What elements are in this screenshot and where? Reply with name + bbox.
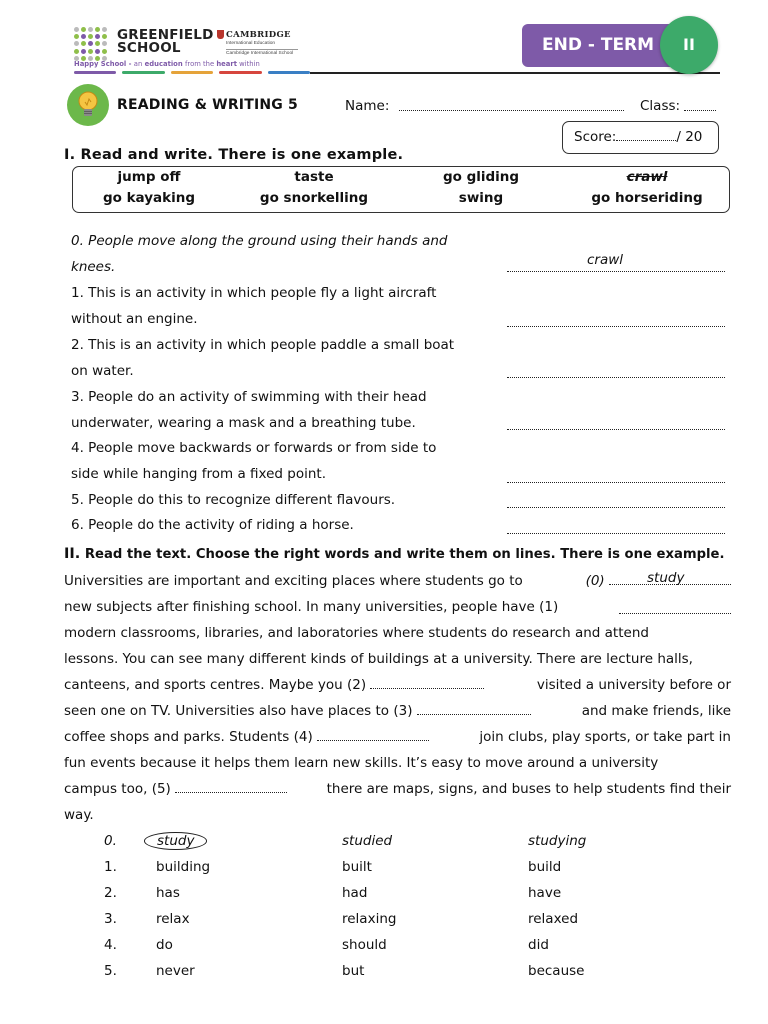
word-bank-item: go horseriding [591, 190, 703, 206]
gap-4[interactable] [317, 728, 429, 741]
cambridge-title: CAMBRIDGE [226, 30, 291, 40]
cambridge-sub1: International Education [226, 41, 276, 46]
paragraph-line [64, 750, 731, 776]
tagline-d: from the [185, 60, 217, 68]
paragraph-segment [64, 724, 429, 750]
word-bank-item: go kayaking [102, 190, 196, 206]
option-a[interactable]: has [156, 885, 180, 901]
paragraph-segment [586, 568, 731, 594]
cambridge-sub2: Cambridge International School [226, 49, 298, 57]
example-answer: crawl [587, 252, 624, 268]
question-4 [71, 435, 501, 487]
paragraph-line [64, 620, 731, 646]
question-line: 5. People do this to recognize different flavours. [71, 492, 396, 508]
word-bank-item-example: crawl [626, 169, 668, 185]
answer-line-2[interactable] [507, 364, 725, 378]
score-box [562, 121, 719, 154]
question-line: 2. This is an activity in which people paddle a small boat [71, 337, 455, 353]
option-c: studying [528, 833, 587, 849]
paragraph-text: modern classrooms, libraries, and laboratories where students do research and attend [64, 625, 649, 641]
school-name-line2: SCHOOL [117, 40, 181, 56]
paragraph-text: lessons. You can see many different kinds of buildings at a university. There are lecture halls, [64, 651, 693, 667]
paragraph-line [64, 672, 731, 698]
option-c[interactable]: relaxed [528, 911, 579, 927]
question-line: knees. [71, 259, 116, 275]
question-line: 4. People move backwards or forwards or from side to [71, 440, 437, 456]
answer-line-6[interactable] [507, 520, 725, 534]
school-logo-icon [74, 27, 108, 61]
header-rule [310, 72, 720, 74]
option-b: studied [342, 833, 393, 849]
class-field[interactable] [684, 100, 716, 111]
option-b[interactable]: built [342, 859, 372, 875]
name-label: Name: [345, 98, 390, 114]
paragraph-segment [64, 672, 484, 698]
word-bank-item: jump off [117, 169, 181, 185]
question-line: 0. People move along the ground using their hands and [71, 233, 448, 249]
answer-line-5[interactable] [507, 494, 725, 508]
option-number: 0. [104, 833, 117, 849]
paragraph-line [64, 646, 731, 672]
paragraph-line [64, 802, 731, 828]
option-number: 4. [104, 937, 117, 953]
paragraph-line [64, 724, 731, 750]
paragraph-line [64, 776, 731, 802]
gap-number: (0) [585, 573, 605, 589]
option-number: 5. [104, 963, 117, 979]
option-c[interactable]: did [528, 937, 549, 953]
class-label: Class: [640, 98, 681, 114]
question-line: 3. People do an activity of swimming with their head [71, 389, 427, 405]
end-term-badge [522, 24, 682, 67]
word-bank-item: go snorkelling [259, 190, 369, 206]
option-b[interactable]: should [342, 937, 387, 953]
question-6 [71, 512, 501, 538]
option-a[interactable]: building [156, 859, 211, 875]
section2-title [64, 546, 725, 562]
section2-title-text: Read the text. Choose the right words and write them on lines. There is one example. [84, 547, 725, 562]
answer-line-4[interactable] [507, 469, 725, 483]
option-a[interactable]: relax [156, 911, 190, 927]
answer-line-0 [507, 252, 725, 272]
paragraph-line [64, 568, 731, 594]
option-number: 3. [104, 911, 117, 927]
question-2 [71, 332, 501, 384]
option-c[interactable]: because [528, 963, 585, 979]
section1-title: I. Read and write. There is one example. [64, 147, 404, 163]
score-field[interactable] [616, 130, 676, 141]
option-a [156, 833, 207, 849]
word-bank [72, 166, 730, 213]
option-c[interactable]: build [528, 859, 562, 875]
word-bank-item: go gliding [442, 169, 520, 185]
word-bank-item: taste [294, 169, 334, 185]
word-bank-item: swing [458, 190, 504, 206]
question-5 [71, 487, 501, 513]
gap-2[interactable] [370, 676, 484, 689]
score-total: / 20 [676, 129, 703, 145]
answer-line-1[interactable] [507, 313, 725, 327]
section2-roman: II. [64, 546, 81, 562]
tagline-e: heart [216, 60, 237, 68]
option-b[interactable]: had [342, 885, 368, 901]
option-a[interactable]: do [156, 937, 173, 953]
answer-line-3[interactable] [507, 416, 725, 430]
school-tagline [74, 60, 260, 68]
term-label: END - TERM [542, 35, 655, 55]
question-line: without an engine. [71, 311, 198, 327]
paragraph-text: way. [64, 807, 94, 823]
paragraph-text: fun events because it helps them learn new skills. It’s easy to move around a university [64, 755, 659, 771]
paragraph-text: visited a university before or [536, 677, 731, 693]
gap-3[interactable] [417, 702, 531, 715]
tagline-a: Happy School - [74, 60, 134, 68]
option-c[interactable]: have [528, 885, 562, 901]
paragraph-line [64, 594, 731, 620]
paragraph-text: there are maps, signs, and buses to help students find their [326, 781, 731, 797]
paragraph-text: canteens, and sports centres. Maybe you (2) [64, 677, 367, 693]
question-line: 6. People do the activity of riding a horse. [71, 517, 354, 533]
paragraph-text: seen one on TV. Universities also have places to (3) [64, 703, 413, 719]
paragraph-text: coffee shops and parks. Students (4) [64, 729, 313, 745]
paragraph-text: campus too, (5) [64, 781, 171, 797]
paragraph-text: join clubs, play sports, or take part in [479, 729, 731, 745]
tagline-c: education [142, 60, 186, 68]
option-number: 1. [104, 859, 117, 875]
lightbulb-icon [67, 84, 109, 126]
question-line: on water. [71, 363, 134, 379]
gap-1[interactable] [619, 601, 731, 614]
cambridge-logo [226, 30, 298, 56]
question-3 [71, 384, 501, 436]
score-label: Score: [574, 129, 617, 145]
gap-5[interactable] [175, 780, 287, 793]
question-1 [71, 280, 501, 332]
question-line: 1. This is an activity in which people fly a light aircraft [71, 285, 437, 301]
option-b[interactable]: relaxing [342, 911, 397, 927]
question-0 [71, 228, 501, 280]
cambridge-shield-icon [217, 30, 224, 39]
term-number-badge [660, 16, 718, 74]
school-name-line1: GREENFIELD [117, 27, 214, 43]
option-a[interactable]: never [156, 963, 195, 979]
tagline-f: within [236, 60, 260, 68]
circled-example-answer: study [144, 832, 207, 850]
paragraph-segment [64, 698, 531, 724]
subject-title: READING & WRITING 5 [117, 97, 298, 113]
question-line: underwater, wearing a mask and a breathing tube. [71, 415, 416, 431]
question-line: side while hanging from a fixed point. [71, 466, 327, 482]
paragraph-text: and make friends, like [581, 703, 731, 719]
paragraph-line [64, 698, 731, 724]
tagline-color-bars [74, 71, 310, 74]
paragraph-segment [64, 776, 287, 802]
tagline-b: an [133, 60, 143, 68]
option-number: 2. [104, 885, 117, 901]
gap-0 [609, 572, 731, 585]
example-answer: study [647, 570, 685, 586]
paragraph-text: Universities are important and exciting places where students go to [64, 573, 523, 589]
paragraph-text: new subjects after finishing school. In many universities, people have (1) [64, 599, 559, 615]
name-field[interactable] [399, 100, 624, 111]
option-b[interactable]: but [342, 963, 365, 979]
school-name [117, 29, 214, 55]
term-number: II [683, 35, 695, 54]
